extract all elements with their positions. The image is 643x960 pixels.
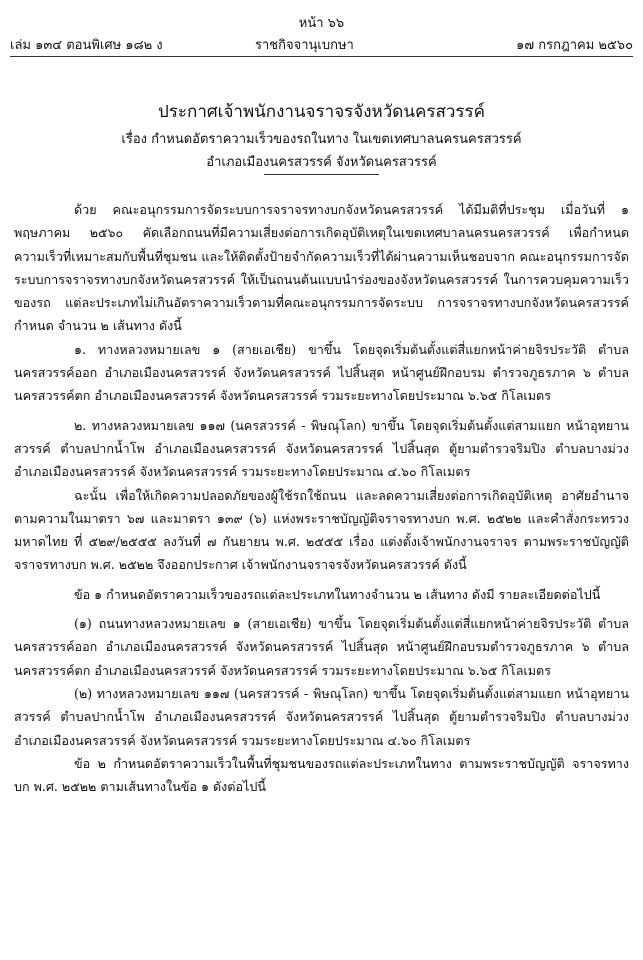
- clause-1-item-2: (๒) ทางหลวงหมายเลข ๑๑๗ (นครสวรรค์ - พิษณุโลก) ขาขึ้น โดยจุดเริ่มต้นตั้งแต่สามแยก หน้าอุทยานสวรรค์ ตำบลปากน้ำโพ อำเภอเมืองนครสวรรค์ จังหวัดนครสวรรค์ ไปสิ้นสุด ตู้ยามตำรวจริมปิง ตำบลบางม่วง อำเภอเมืองนครสวรรค์ จังหวัดนครสวรรค์ รวมระยะทางโดยประมาณ ๔.๖๐ กิโลเมตร: [14, 685, 629, 748]
- paragraph-route-2: ๒. ทางหลวงหมายเลข ๑๑๗ (นครสวรรค์ - พิษณุโลก) ขาขึ้น โดยจุดเริ่มต้นตั้งแต่สามแยก หน้าอุทยานสวรรค์ ตำบลปากน้ำโพ อำเภอเมืองนครสวรรค์ จังหวัดนครสวรรค์ ไปสิ้นสุด ตู้ยามตำรวจริมปิง ตำบลบางม่วง อำเภอเมืองนครสวรรค์ จังหวัดนครสวรรค์ รวมระยะทางโดยประมาณ ๔.๖๐ กิโลเมตร: [14, 417, 629, 480]
- announcement-title: ประกาศเจ้าพนักงานจราจรจังหวัดนครสวรรค์: [157, 102, 486, 122]
- volume-label: เล่ม ๑๓๔ ตอนพิเศษ ๑๘๒ ง: [10, 38, 163, 53]
- header-divider: [10, 56, 633, 57]
- clause-1: ข้อ ๑ กำหนดอัตราความเร็วของรถแต่ละประเภทในทางจำนวน ๒ เส้นทาง ดังมี รายละเอียดต่อไปนี้: [74, 586, 601, 602]
- announcement-subject: เรื่อง กำหนดอัตราความเร็วของรถในทาง ในเขตเทศบาลนครนครสวรรค์: [121, 132, 522, 147]
- clause-2: ข้อ ๒ กำหนดอัตราความเร็วในพื้นที่ชุมชนของรถแต่ละประเภทในทาง ตามพระราชบัญญัติ จราจรทางบก พ.ศ. ๒๕๒๒ ตามเส้นทางในข้อ ๑ ดังต่อไปนี้: [14, 755, 629, 795]
- title-divider: [264, 174, 379, 175]
- announcement-body: [14, 198, 629, 798]
- clause-1-item-1: (๑) ถนนทางหลวงหมายเลข ๑ (สายเอเชีย) ขาขึ้น โดยจุดเริ่มต้นตั้งแต่สี่แยกหน้าค่ายจิรประวัติ ตำบลนครสวรรค์ออก อำเภอเมืองนครสวรรค์ จังหวัดนครสวรรค์ ไปสิ้นสุด หน้าศูนย์ฝึกอบรมตำรวจภูธรภาค ๖ ตำบลนครสวรรค์ตก อำเภอเมืองนครสวรรค์ จังหวัดนครสวรรค์ รวมระยะทางโดยประมาณ ๖.๖๕ กิโลเมตร: [14, 616, 629, 678]
- paragraph-authority: ฉะนั้น เพื่อให้เกิดความปลอดภัยของผู้ใช้รถใช้ถนน และลดความเสี่ยงต่อการเกิดอุบัติเหตุ อาศัยอำนาจตามความในมาตรา ๖๗ และมาตรา ๑๓๙ (๖) แห่งพระราชบัญญัติจราจรทางบก พ.ศ. ๒๕๒๒ และคำสั่งกระทรวงมหาดไทย ที่ ๕๒๙/๒๕๕๕ ลงวันที่ ๗ กันยายน พ.ศ. ๒๕๕๕ เรื่อง แต่งตั้งเจ้าพนักงานจราจร ตามพระราชบัญญัติจราจรทางบก พ.ศ. ๒๕๒๒ จึงออกประกาศ เจ้าพนักงานจราจรจังหวัดนครสวรรค์ ดังนี้: [14, 487, 629, 573]
- paragraph-route-1: ๑. ทางหลวงหมายเลข ๑ (สายเอเชีย) ขาขึ้น โดยจุดเริ่มต้นตั้งแต่สี่แยกหน้าค่ายจิรประวัติ ตำบลนครสวรรค์ออก อำเภอเมืองนครสวรรค์ จังหวัดนครสวรรค์ ไปสิ้นสุด หน้าศูนย์ฝึกอบรม ตำรวจภูธรภาค ๖ ตำบลนครสวรรค์ตก อำเภอเมืองนครสวรรค์ จังหวัดนครสวรรค์ รวมระยะทางโดยประมาณ ๖.๖๕ กิโลเมตร: [14, 341, 629, 404]
- paragraph-intro: ด้วย คณะอนุกรรมการจัดระบบการจราจรทางบกจังหวัดนครสวรรค์ ได้มีมติที่ประชุม เมื่อวันที่ ๑ พฤษภาคม ๒๕๖๐ คัดเลือกถนนที่มีความเสี่ยงต่อการเกิดอุบัติเหตุในเขตเทศบาลนครนครสวรรค์ เพื่อกำหนดความเร็วที่เหมาะสมกับพื้นที่ชุมชน และให้ติดตั้งป้ายจำกัดความเร็วที่ได้ผ่านความเห็นชอบจาก คณะอนุกรรมการจัดระบบการจราจรทางบกจังหวัดนครสวรรค์ ให้เป็นถนนต้นแบบนำร่องของจังหวัดนครสวรรค์ ในการควบคุมความเร็วของรถ แต่ละประเภทไม่เกินอัตราความเร็วตามที่คณะอนุกรรมการจัดระบบ การจราจรทางบกจังหวัดนครสวรรค์กำหนด จำนวน ๒ เส้นทาง ดังนี้: [14, 202, 629, 334]
- gazette-name: ราชกิจจานุเบกษา: [255, 38, 354, 53]
- publication-date: ๑๗ กรกฎาคม ๒๕๖๐: [516, 38, 633, 53]
- page-number: หน้า ๖๖: [298, 16, 345, 31]
- announcement-area: อำเภอเมืองนครสวรรค์ จังหวัดนครสวรรค์: [206, 155, 437, 170]
